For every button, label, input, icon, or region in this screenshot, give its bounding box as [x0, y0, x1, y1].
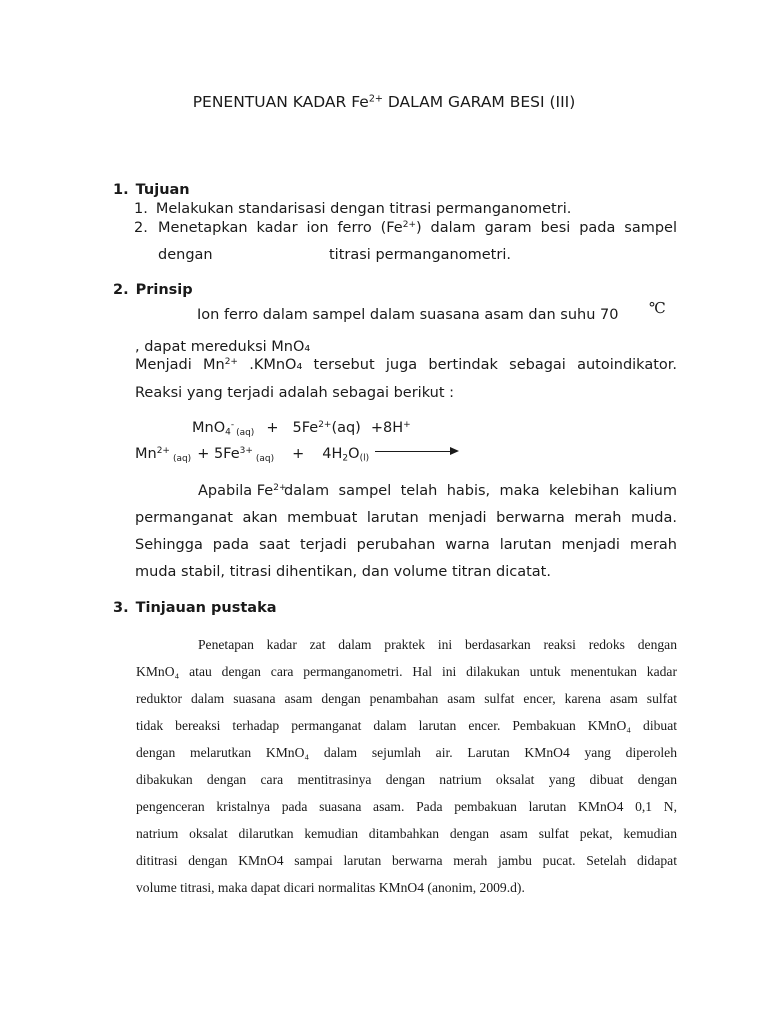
objective-1: [134, 201, 571, 217]
principle-line-1: Ion ferro dalam sampel dalam suasana asam dan suhu 70: [197, 307, 619, 323]
section-3-number: 3.: [113, 600, 129, 616]
reaction-reactants: $MnO_4^-_{(aq)} + 5Fe^{2+}(aq) +8H^+$: [192, 420, 411, 438]
reaction-arrow-icon: [375, 451, 453, 452]
review-line-2: KMnO₄ atau dengan cara permanganometri. Hal ini dilakukan untuk menentukan kadar: [136, 664, 677, 679]
principle-line-2: , dapat mereduksi MnO₄: [135, 339, 311, 355]
review-line-7: pengenceran kristalnya pada suasana asam. Pada pembakuan larutan KMnO4 0,1 N,: [136, 799, 677, 814]
objective-2-line-2a: dengan: [158, 247, 213, 263]
principle-para-line-1a: Apabila $Fe^{2+}$: [198, 483, 287, 499]
principle-para-line-2: permanganat akan membuat larutan menjadi berwarna merah muda.: [135, 510, 677, 526]
section-2-number: 2.: [113, 282, 129, 298]
objective-2-number: 2.: [134, 220, 148, 236]
principle-line-4: Reaksi yang terjadi adalah sebagai berikut :: [135, 385, 455, 401]
principle-para-line-1b: dalam sampel telah habis, maka kelebihan kalium: [284, 483, 677, 499]
objective-1-number: 1.: [134, 201, 148, 217]
review-line-10: volume titrasi, maka dapat dicari normalitas KMnO4 (anonim, 2009.d).: [136, 880, 525, 895]
degree-celsius-symbol: ℃: [649, 299, 666, 317]
objective-1-text: Melakukan standarisasi dengan titrasi permanganometri.: [155, 201, 572, 217]
section-2-title: Prinsip: [135, 282, 193, 298]
title-suffix: DALAM GARAM BESI (III): [382, 93, 576, 111]
reaction-arrow-head-icon: [450, 447, 459, 455]
review-line-3: reduktor dalam suasana asam dengan penambahan asam sulfat encer, karena asam sulfat: [136, 691, 677, 706]
page-title: [0, 93, 768, 111]
objective-2-line-1: Menetapkan kadar ion ferro $(Fe^{2+})$ dalam garam besi pada sampel: [158, 220, 678, 236]
principle-para-line-4: muda stabil, titrasi dihentikan, dan volume titran dicatat.: [135, 564, 551, 580]
reaction-products: $Mn^{2+}_{(aq)} + 5Fe^{3+}_{(aq)} + 4H_2O_{(l)}$: [135, 446, 370, 464]
section-3-title: Tinjauan pustaka: [135, 600, 277, 616]
review-line-6: dibakukan dengan cara mentitrasinya dengan natrium oksalat yang dibuat dengan: [136, 772, 677, 787]
title-prefix: PENENTUAN KADAR Fe: [192, 93, 369, 111]
objective-2-line-2b: titrasi permanganometri.: [329, 247, 511, 263]
principle-line-3: Menjadi $Mn^{2+}$ .KMnO₄ tersebut juga bertindak sebagai autoindikator.: [135, 357, 677, 373]
review-line-9: dititrasi dengan KMnO4 sampai larutan berwarna merah jambu pucat. Setelah didapat: [136, 853, 677, 868]
principle-para-line-3: Sehingga pada saat terjadi perubahan warna larutan menjadi merah: [135, 537, 677, 553]
section-2-heading: [113, 282, 193, 298]
review-line-8: natrium oksalat dilarutkan kemudian ditambahkan dengan asam sulfat pekat, kemudian: [136, 826, 677, 841]
title-superscript: 2+: [368, 93, 383, 105]
section-1-heading: [113, 182, 190, 198]
review-line-5: dengan melarutkan KMnO₄ dalam sejumlah air. Larutan KMnO4 yang diperoleh: [136, 745, 677, 760]
section-1-title: Tujuan: [135, 182, 190, 198]
section-1-number: 1.: [113, 182, 129, 198]
section-3-heading: [113, 600, 277, 616]
review-line-4: tidak bereaksi terhadap permanganat dalam larutan encer. Pembakuan KMnO₄ dibuat: [136, 718, 677, 733]
review-line-1: Penetapan kadar zat dalam praktek ini berdasarkan reaksi redoks dengan: [198, 637, 677, 652]
